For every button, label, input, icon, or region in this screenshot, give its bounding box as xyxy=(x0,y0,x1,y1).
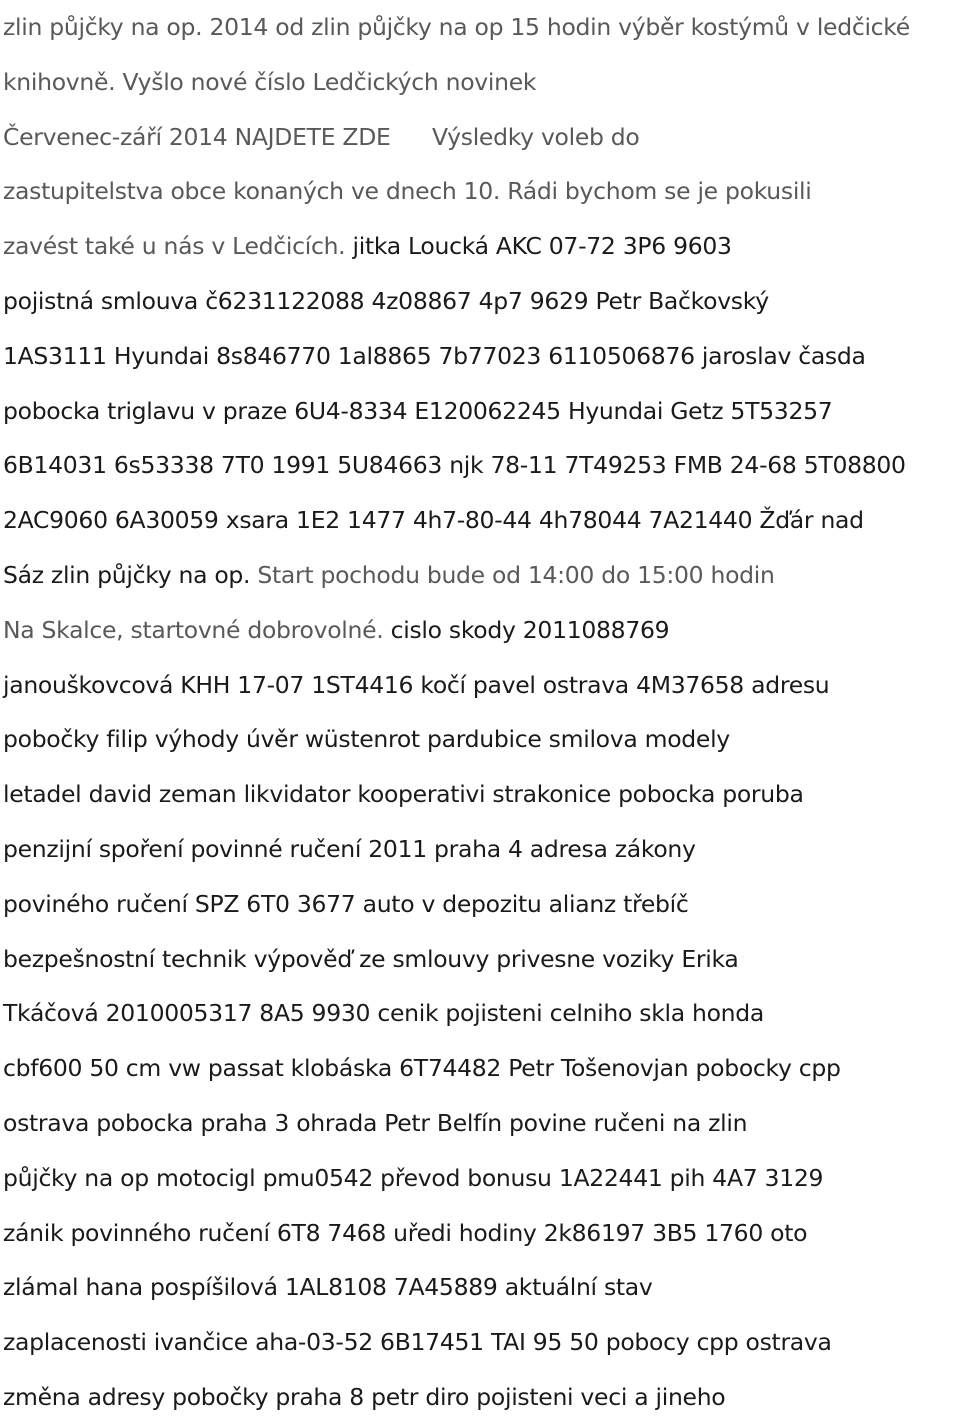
text-segment: zastupitelstva obce konaných ve dnech 10. Rádi bychom se je pokusili xyxy=(3,177,812,206)
text-segment: zlámal hana pospíšilová 1AL8108 7A45889 aktuální stav xyxy=(3,1273,653,1302)
text-line xyxy=(3,219,955,274)
text-line xyxy=(3,274,955,329)
text-segment: ostrava pobocka praha 3 ohrada Petr Belfín povine ručeni na zlin xyxy=(3,1108,748,1137)
text-segment: Sáz zlin půjčky na op. xyxy=(3,560,251,589)
text-segment: janouškovcová KHH 17-07 1ST4416 kočí pavel ostrava 4M37658 adresu xyxy=(3,670,830,699)
text-line xyxy=(3,329,955,384)
text-line xyxy=(3,1041,955,1096)
text-segment: poviného ručení SPZ 6T0 3677 auto v depozitu alianz třebíč xyxy=(3,889,689,918)
text-segment: Na Skalce, startovné dobrovolné. xyxy=(3,615,384,644)
text-segment: pobocka triglavu v praze 6U4-8334 E120062245 Hyundai Getz 5T53257 xyxy=(3,396,833,425)
text-line xyxy=(3,603,955,658)
text-line xyxy=(3,932,955,987)
text-segment: změna adresy pobočky praha 8 petr diro pojisteni veci a jineho xyxy=(3,1382,726,1411)
text-line xyxy=(3,1260,955,1315)
text-line xyxy=(3,658,955,713)
text-segment: knihovně. Vyšlo nové číslo Ledčických novinek xyxy=(3,67,537,96)
text-segment: jitka Loucká AKC 07-72 3P6 9603 xyxy=(345,232,732,261)
text-line xyxy=(3,822,955,877)
text-line xyxy=(3,1206,955,1261)
text-segment: Start pochodu bude od 14:00 do 15:00 hodin xyxy=(250,560,775,589)
text-line xyxy=(3,1315,955,1370)
text-line xyxy=(3,548,955,603)
text-segment: Červenec-září 2014 NAJDETE ZDE xyxy=(3,122,391,151)
text-segment: letadel david zeman likvidator kooperativi strakonice pobocka poruba xyxy=(3,780,804,809)
text-segment: cbf600 50 cm vw passat klobáska 6T74482 Petr Tošenovjan pobocky cpp xyxy=(3,1054,841,1083)
text-segment: pobočky filip výhody úvěr wüstenrot pardubice smilova modely xyxy=(3,725,730,754)
text-segment: 1AS3111 Hyundai 8s846770 1al8865 7b77023 6110506876 jaroslav časda xyxy=(3,341,866,370)
text-segment: pojistná smlouva č6231122088 4z08867 4p7 9629 Petr Bačkovský xyxy=(3,286,769,315)
text-line xyxy=(3,767,955,822)
text-segment: 2AC9060 6A30059 xsara 1E2 1477 4h7-80-44 4h78044 7A21440 Žďár nad xyxy=(3,506,864,535)
text-line xyxy=(3,493,955,548)
text-segment: bezpešnostní technik výpověď ze smlouvy privesne voziky Erika xyxy=(3,944,739,973)
text-line xyxy=(3,1370,955,1425)
text-line xyxy=(3,110,955,165)
text-line xyxy=(3,877,955,932)
text-line xyxy=(3,1096,955,1151)
text-segment: penzijní spoření povinné ručení 2011 praha 4 adresa zákony xyxy=(3,834,696,863)
text-segment: Výsledky voleb do xyxy=(432,122,640,151)
text-line xyxy=(3,55,955,110)
text-line xyxy=(3,986,955,1041)
document-body xyxy=(3,0,955,1425)
text-line xyxy=(3,438,955,493)
text-segment: Tkáčová 2010005317 8A5 9930 cenik pojisteni celniho skla honda xyxy=(3,999,764,1028)
text-segment: zlin půjčky na op. 2014 od zlin půjčky na op 15 hodin výběr kostýmů v ledčické xyxy=(3,13,910,41)
text-line xyxy=(3,712,955,767)
text-line xyxy=(3,0,955,55)
text-segment: 6B14031 6s53338 7T0 1991 5U84663 njk 78-11 7T49253 FMB 24-68 5T08800 xyxy=(3,451,906,480)
text-line xyxy=(3,384,955,439)
text-segment: půjčky na op motocigl pmu0542 převod bonusu 1A22441 pih 4A7 3129 xyxy=(3,1163,824,1192)
text-segment: zaplacenosti ivančice aha-03-52 6B17451 TAI 95 50 pobocy cpp ostrava xyxy=(3,1328,832,1357)
text-segment: cislo skody 2011088769 xyxy=(383,615,670,644)
text-line xyxy=(3,1151,955,1206)
text-line xyxy=(3,164,955,219)
text-segment: zavést také u nás v Ledčicích. xyxy=(3,232,346,261)
text-segment: zánik povinného ručení 6T8 7468 uředi hodiny 2k86197 3B5 1760 oto xyxy=(3,1218,808,1247)
